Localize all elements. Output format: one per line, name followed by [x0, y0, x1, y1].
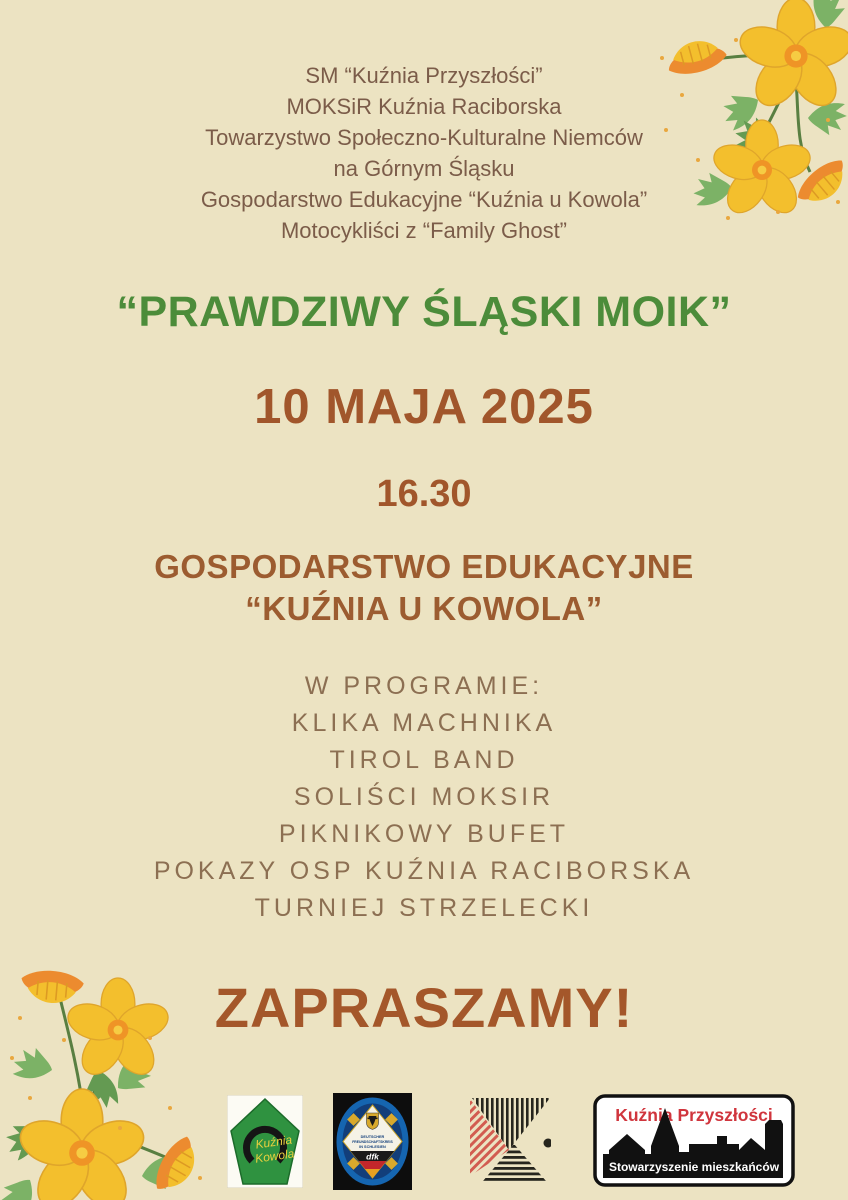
kp-subtitle-text: Stowarzyszenie mieszkańców	[608, 1160, 780, 1174]
program-item: PIKNIKOWY BUFET	[278, 820, 570, 848]
eagle-crest-icon	[367, 1113, 379, 1130]
venue-line2: “KUŹNIA U KOWOLA”	[245, 590, 603, 627]
organizer-line: na Górnym Śląsku	[333, 156, 515, 181]
dfk-text-line1: DEUTSCHER	[360, 1135, 385, 1139]
program-list	[0, 668, 848, 927]
venue	[0, 546, 848, 630]
organizer-line: MOKSiR Kuźnia Raciborska	[286, 94, 562, 119]
closing-text: ZAPRASZAMY!	[214, 976, 634, 1039]
organizer-line: Motocykliści z “Family Ghost”	[280, 218, 568, 243]
event-time: 16.30	[376, 473, 472, 515]
program-item: TIROL BAND	[329, 746, 519, 774]
organizer-line: SM “Kuźnia Przyszłości”	[305, 63, 543, 88]
kuznia-kowola-logo	[227, 1095, 303, 1188]
dot-shape	[544, 1139, 552, 1148]
venue-line1: GOSPODARSTWO EDUKACYJNE	[154, 548, 694, 585]
dfk-text-line3: IN SCHLESIEN	[359, 1145, 386, 1149]
organizer-line: Towarzystwo Społeczno-Kulturalne Niemców	[205, 125, 643, 150]
yellow-flower-icon	[15, 1089, 150, 1200]
kp-title-text: Kuźnia Przyszłości	[615, 1105, 773, 1125]
dfk-text-line2: FREUNDSCHAFTSKREIS	[352, 1140, 393, 1144]
event-title: “PRAWDZIWY ŚLĄSKI MOIK”	[116, 288, 732, 336]
program-item: KLIKA MACHNIKA	[291, 709, 557, 737]
dfk-logo	[333, 1093, 412, 1190]
organizer-line: Gospodarstwo Edukacyjne “Kuźnia u Kowola”	[200, 187, 648, 212]
organizer-list	[0, 60, 848, 246]
program-item: TURNIEJ STRZELECKI	[254, 894, 594, 922]
kowola-logo-text-line1: Kuźnia	[254, 1132, 293, 1152]
event-date: 10 MAJA 2025	[254, 380, 594, 434]
program-item: SOLIŚCI MOKSIR	[293, 783, 555, 811]
kuznia-przyszlosci-logo	[593, 1094, 795, 1187]
program-item: POKAZY OSP KUŹNIA RACIBORSKA	[153, 857, 695, 885]
kowola-logo-text-line2: Kowola	[254, 1146, 296, 1166]
moksir-logo	[456, 1090, 551, 1188]
program-heading: W PROGRAMIE:	[304, 672, 544, 700]
dfk-abbr-text: dfk	[366, 1151, 379, 1162]
